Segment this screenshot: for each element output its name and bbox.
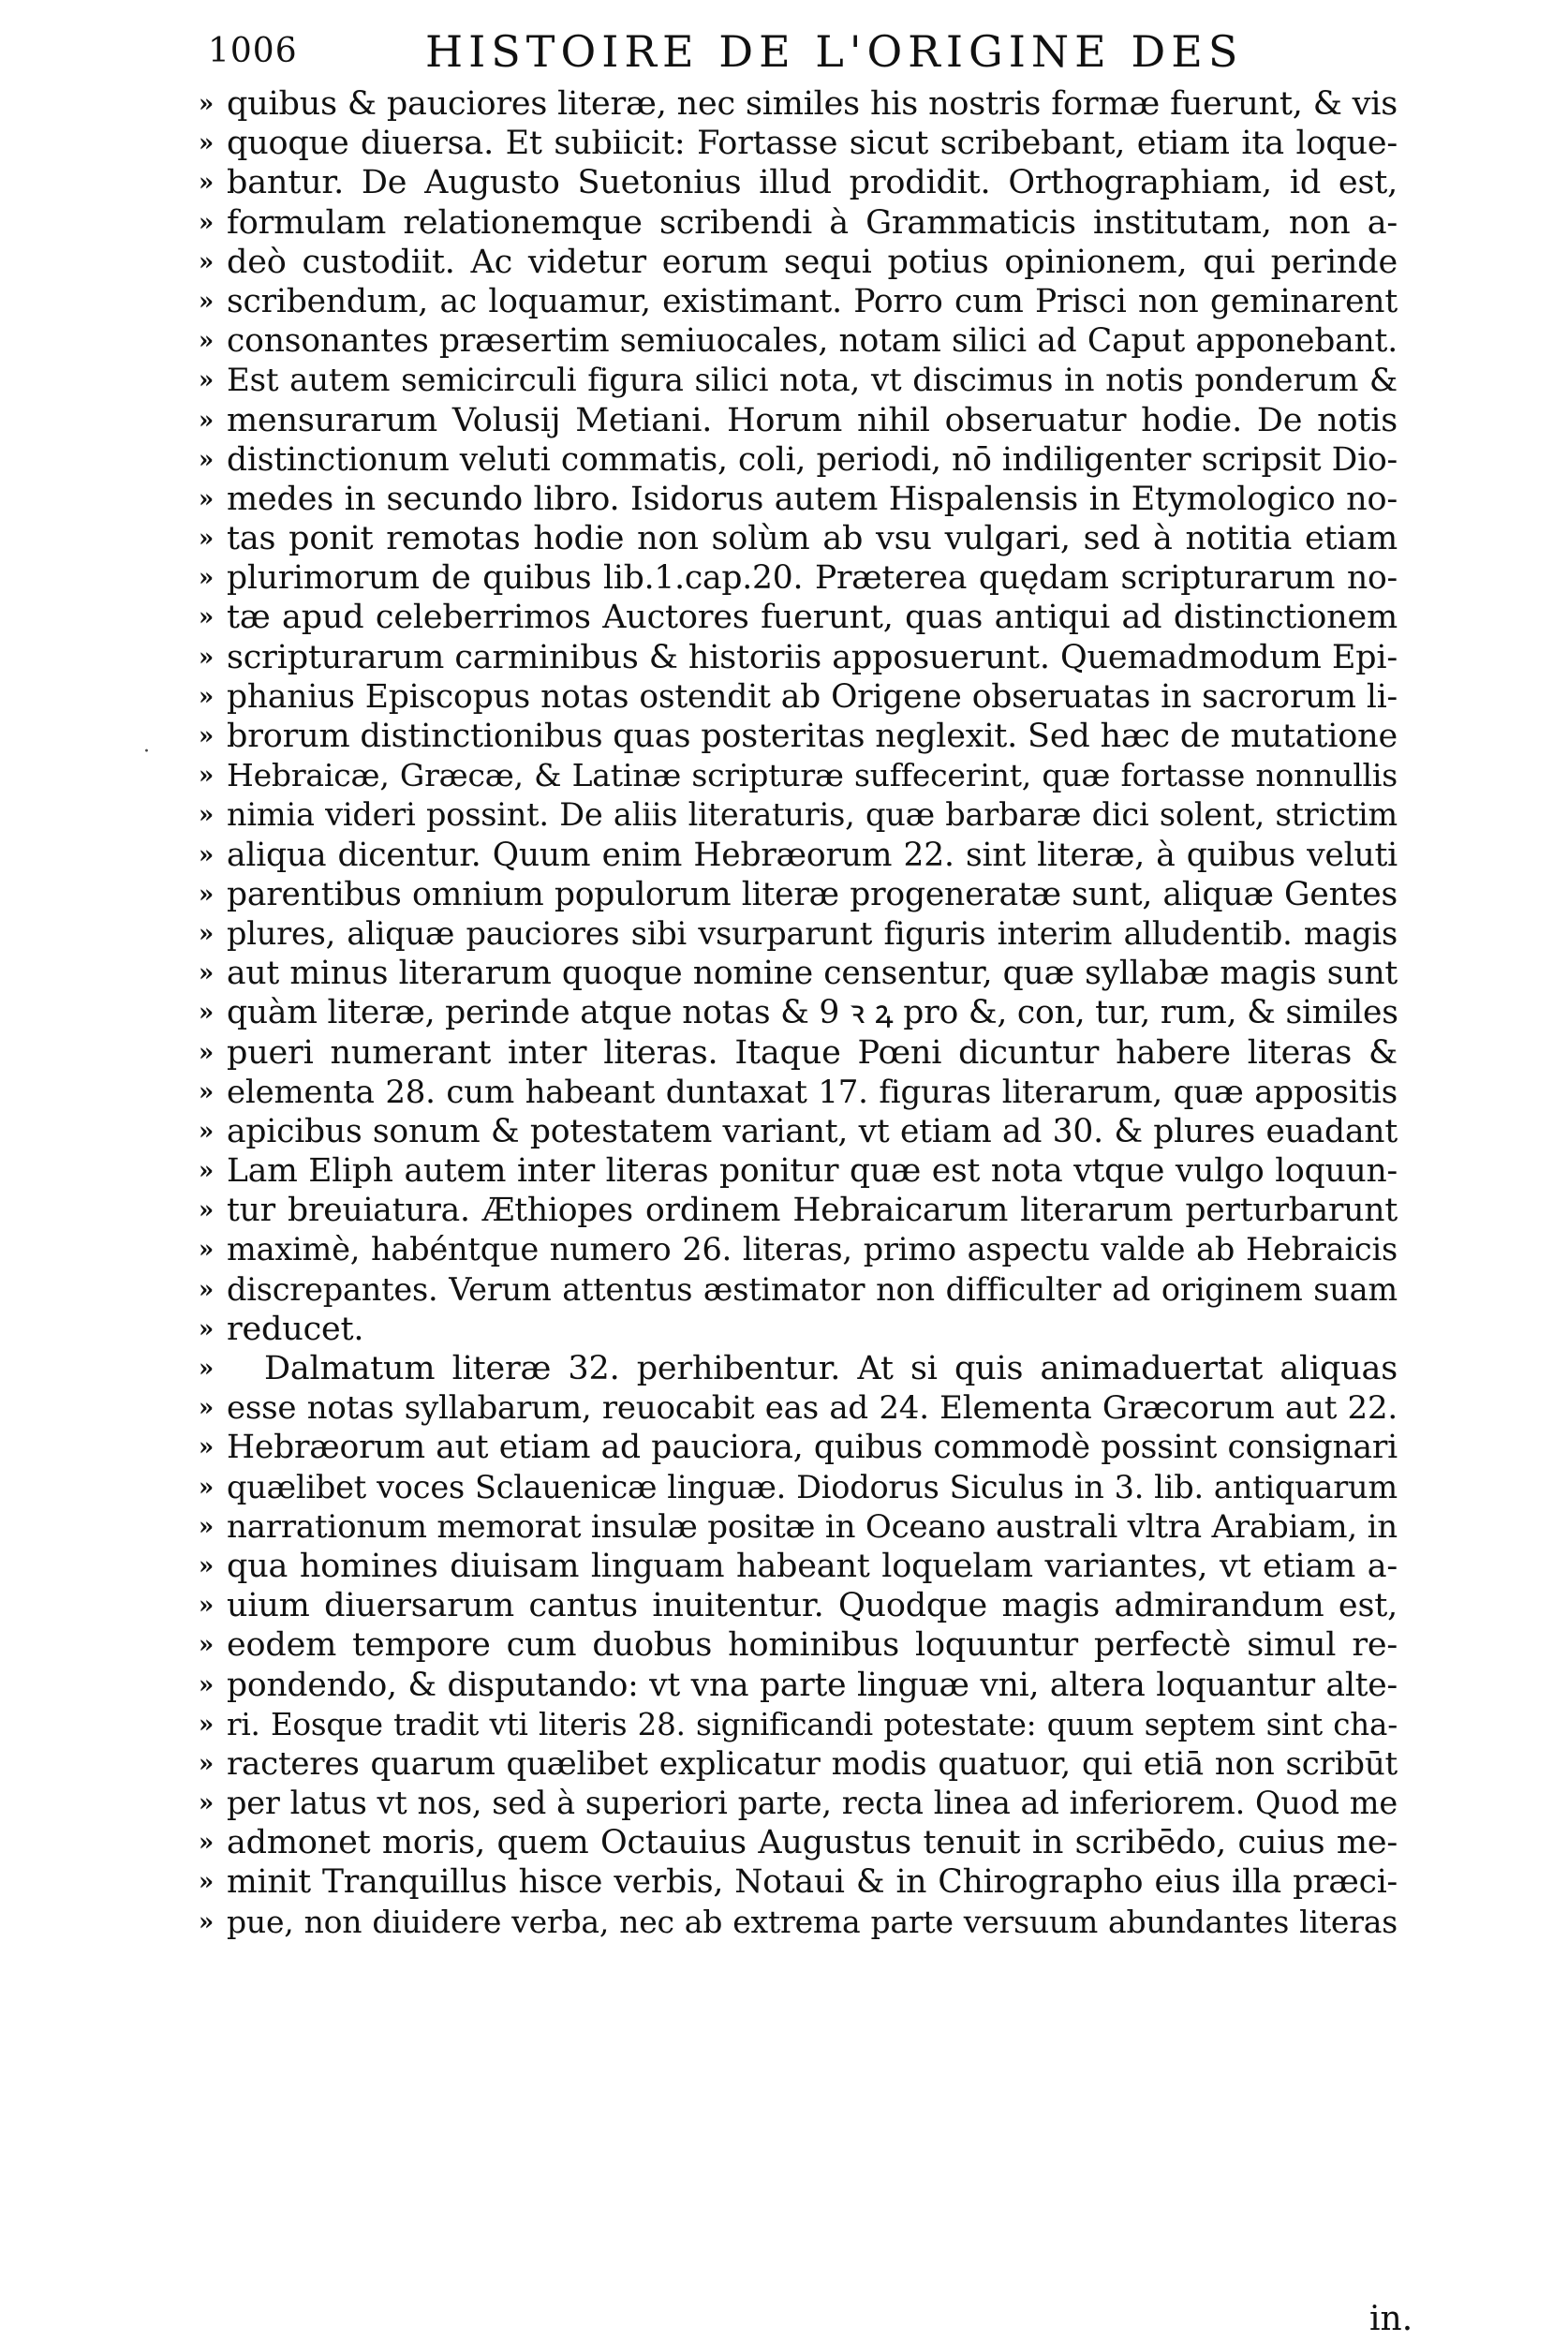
- text-line: [199, 558, 1416, 598]
- text-line: [199, 795, 1416, 835]
- quotation-mark: »: [199, 1314, 211, 1343]
- text-line: [199, 361, 1416, 400]
- quotation-mark: »: [199, 1512, 211, 1541]
- quotation-mark: »: [199, 762, 211, 791]
- quotation-mark: »: [199, 1670, 211, 1699]
- text-line: [199, 1428, 1416, 1467]
- page-number: 1006: [208, 32, 298, 70]
- quotation-mark: »: [199, 999, 211, 1028]
- line-text: pueri numerant inter literas. Itaque Pœni dicuntur habere literas &: [227, 1033, 1398, 1072]
- line-text: phanius Episcopus notas ostendit ab Origene obseruatas in sacrorum li-: [227, 677, 1398, 716]
- quotation-mark: »: [199, 1710, 211, 1739]
- quotation-mark: »: [199, 169, 211, 198]
- text-line: [199, 1666, 1416, 1705]
- text-line: [199, 1270, 1416, 1310]
- line-text: scripturarum carminibus & historiis apposuerunt. Quemadmodum Epi-: [227, 638, 1398, 676]
- quotation-mark: »: [199, 1275, 211, 1304]
- text-line: [199, 875, 1416, 914]
- line-text: formulam relationemque scribendi à Grammaticis institutam, non a-: [227, 203, 1398, 242]
- text-line: [199, 1230, 1416, 1269]
- quotation-mark: »: [199, 1157, 211, 1186]
- line-text: pue, non diuidere verba, nec ab extrema parte versuum abundantes literas: [227, 1903, 1398, 1940]
- quotation-mark: »: [199, 129, 211, 158]
- line-text: discrepantes. Verum attentus æstimator non difficulter ad originem suam: [227, 1270, 1398, 1308]
- line-text: per latus vt nos, sed à superiori parte, recta linea ad inferiorem. Quod me: [227, 1785, 1398, 1822]
- line-text: aut minus literarum quoque nomine censentur, quæ syllabæ magis sunt: [227, 955, 1398, 993]
- page-header: [208, 26, 1313, 84]
- line-text: Hebraicæ, Græcæ, & Latinæ scripturæ suffecerint, quæ fortasse nonnullis: [227, 757, 1398, 794]
- line-text: distinctionum veluti commatis, coli, periodi, nō indiligenter scripsit Dio-: [227, 440, 1398, 479]
- quotation-mark: »: [199, 919, 211, 948]
- line-text: aliqua dicentur. Quum enim Hebræorum 22. sint literæ, à quibus veluti: [227, 836, 1398, 874]
- text-line: [199, 1507, 1416, 1547]
- line-text: quàm literæ, perinde atque notas & 9 ꝛ ꝝ pro &, con, tur, rum, & similes: [227, 994, 1398, 1032]
- running-title: HISTOIRE DE L'ORIGINE DES: [425, 26, 1244, 77]
- text-line: [199, 282, 1416, 321]
- quotation-mark: »: [199, 1551, 211, 1580]
- quotation-mark: »: [199, 603, 211, 632]
- quotation-mark: »: [199, 525, 211, 554]
- text-line: [199, 1625, 1416, 1665]
- quotation-mark: »: [199, 1789, 211, 1818]
- line-text: parentibus omnium populorum literæ progeneratæ sunt, aliquæ Gentes: [227, 875, 1398, 913]
- line-text: scribendum, ac loquamur, existimant. Porro cum Prisci non geminarent: [227, 282, 1398, 320]
- quotation-mark: »: [199, 366, 211, 395]
- quotation-mark: »: [199, 1077, 211, 1106]
- line-text: ri. Eosque tradit vti literis 28. significandi potestate: quum septem sint cha-: [227, 1706, 1398, 1742]
- margin-mark: ·: [143, 740, 150, 763]
- line-text: tur breuiatura. Æthiopes ordinem Hebraicarum literarum perturbarunt: [227, 1192, 1398, 1230]
- text-line: [199, 1903, 1416, 1942]
- line-text: plurimorum de quibus lib.1.cap.20. Præterea quędam scripturarum no-: [227, 559, 1398, 598]
- body-text: [199, 84, 1416, 1942]
- line-text: pondendo, & disputando: vt vna parte linguæ vni, altera loquantur alte-: [227, 1666, 1398, 1704]
- line-text: qua homines diuisam linguam habeant loquelam variantes, vt etiam a-: [227, 1547, 1398, 1585]
- text-line: [199, 124, 1416, 163]
- line-text: racteres quarum quælibet explicatur modis quatuor, qui etiā non scribūt: [227, 1744, 1398, 1783]
- text-line: [199, 677, 1416, 717]
- quotation-mark: »: [199, 1196, 211, 1225]
- quotation-mark: »: [199, 801, 211, 830]
- text-line: [199, 1112, 1416, 1151]
- line-text: maximè, habéntque numero 26. literas, primo aspectu valde ab Hebraicis: [227, 1231, 1398, 1268]
- text-line: [199, 480, 1416, 519]
- text-line: [199, 321, 1416, 361]
- quotation-mark: »: [199, 1117, 211, 1146]
- quotation-mark: »: [199, 682, 211, 711]
- line-text: elementa 28. cum habeant duntaxat 17. figuras literarum, quæ appositis: [227, 1073, 1398, 1111]
- line-text: admonet moris, quem Octauius Augustus tenuit in scribēdo, cuius me-: [227, 1824, 1398, 1862]
- line-text: narrationum memorat insulæ positæ in Oceano australi vltra Arabiam, in: [227, 1507, 1398, 1546]
- text-line: [199, 717, 1416, 756]
- text-line: [199, 1388, 1416, 1428]
- quotation-mark: »: [199, 1749, 211, 1778]
- line-text: medes in secundo libro. Isidorus autem Hispalensis in Etymologico no-: [227, 480, 1398, 518]
- quotation-mark: »: [199, 1473, 211, 1502]
- line-text: esse notas syllabarum, reuocabit eas ad 24. Elementa Græcorum aut 22.: [227, 1389, 1398, 1428]
- text-line: [199, 1547, 1416, 1586]
- quotation-mark: »: [199, 406, 211, 435]
- text-line: [199, 1033, 1416, 1073]
- line-text: apicibus sonum & potestatem variant, vt etiam ad 30. & plures euadant: [227, 1112, 1398, 1150]
- line-text: minit Tranquillus hisce verbis, Notaui & in Chirographo eius illa præci-: [227, 1863, 1398, 1902]
- line-text: Hebræorum aut etiam ad pauciora, quibus commodè possint consignari: [227, 1429, 1398, 1467]
- text-line: [199, 1191, 1416, 1230]
- quotation-mark: »: [199, 880, 211, 909]
- text-line: [199, 519, 1416, 558]
- text-line: [199, 954, 1416, 993]
- quotation-mark: »: [199, 1433, 211, 1462]
- line-text: consonantes præsertim semiuocales, notam silici ad Caput apponebant.: [227, 322, 1398, 361]
- quotation-mark: »: [199, 208, 211, 237]
- quotation-mark: »: [199, 1592, 211, 1621]
- quotation-mark: »: [199, 1236, 211, 1265]
- text-line: [199, 756, 1416, 795]
- line-text: quælibet voces Sclauenicæ linguæ. Diodorus Siculus in 3. lib. antiquarum: [227, 1468, 1398, 1505]
- line-text: Est autem semicirculi figura silici nota, vt discimus in notis ponderum &: [227, 362, 1398, 400]
- quotation-mark: »: [199, 1394, 211, 1423]
- quotation-mark: »: [199, 1355, 211, 1383]
- text-line: [199, 163, 1416, 202]
- text-line: [199, 1468, 1416, 1507]
- line-text: quibus & pauciores literæ, nec similes his nostris formæ fuerunt, & vis: [227, 85, 1398, 123]
- line-text: tas ponit remotas hodie non solùm ab vsu vulgari, sed à notitia etiam: [227, 520, 1398, 558]
- line-text: tæ apud celeberrimos Auctores fuerunt, quas antiqui ad distinctionem: [227, 599, 1398, 637]
- line-text: nimia videri possint. De aliis literaturis, quæ barbaræ dici solent, strictim: [227, 796, 1398, 834]
- text-line: [199, 1349, 1416, 1388]
- catchword: in.: [1369, 2300, 1413, 2338]
- line-text: Dalmatum literæ 32. perhibentur. At si quis animaduertat aliquas: [264, 1350, 1398, 1387]
- line-text: uium diuersarum cantus inuitentur. Quodque magis admirandum est,: [227, 1587, 1398, 1625]
- text-line: [199, 401, 1416, 440]
- quotation-mark: »: [199, 1829, 211, 1858]
- quotation-mark: »: [199, 1631, 211, 1660]
- quotation-mark: »: [199, 445, 211, 474]
- line-text: Lam Eliph autem inter literas ponitur quæ est nota vtque vulgo loquun-: [227, 1152, 1398, 1191]
- quotation-mark: »: [199, 484, 211, 513]
- text-line: [199, 1823, 1416, 1862]
- text-line: [199, 1073, 1416, 1112]
- text-line: [199, 993, 1416, 1032]
- text-line: [199, 1151, 1416, 1191]
- text-line: [199, 638, 1416, 677]
- quotation-mark: »: [199, 1868, 211, 1897]
- line-text: deò custodiit. Ac videtur eorum sequi potius opinionem, qui perinde: [227, 243, 1398, 281]
- quotation-mark: »: [199, 1038, 211, 1067]
- quotation-mark: »: [199, 959, 211, 988]
- line-text: brorum distinctionibus quas posteritas neglexit. Sed hæc de mutatione: [227, 718, 1398, 755]
- line-text: eodem tempore cum duobus hominibus loquuntur perfectè simul re-: [227, 1626, 1398, 1665]
- text-line: [199, 1705, 1416, 1744]
- quotation-mark: »: [199, 643, 211, 672]
- text-line: [199, 1784, 1416, 1823]
- line-text: mensurarum Volusij Metiani. Horum nihil obseruatur hodie. De notis: [227, 401, 1398, 439]
- quotation-mark: »: [199, 287, 211, 316]
- text-line: [199, 836, 1416, 875]
- text-line: [199, 243, 1416, 282]
- quotation-mark: »: [199, 1907, 211, 1936]
- line-text: quoque diuersa. Et subiicit: Fortasse sicut scribebant, etiam ita loque-: [227, 125, 1398, 163]
- text-line: [199, 598, 1416, 637]
- quotation-mark: »: [199, 564, 211, 593]
- text-line: [199, 1586, 1416, 1625]
- text-line: [199, 1310, 1416, 1349]
- quotation-mark: »: [199, 840, 211, 869]
- line-text: plures, aliquæ pauciores sibi vsurparunt figuris interim alludentib. magis: [227, 914, 1398, 952]
- quotation-mark: »: [199, 90, 211, 118]
- quotation-mark: »: [199, 327, 211, 356]
- text-line: [199, 84, 1416, 124]
- text-line: [199, 914, 1416, 954]
- text-line: [199, 203, 1416, 243]
- line-text: reducet.: [227, 1310, 364, 1348]
- quotation-mark: »: [199, 247, 211, 276]
- text-line: [199, 440, 1416, 480]
- quotation-mark: »: [199, 722, 211, 750]
- text-line: [199, 1744, 1416, 1784]
- line-text: bantur. De Augusto Suetonius illud prodidit. Orthographiam, id est,: [227, 164, 1398, 202]
- text-line: [199, 1862, 1416, 1902]
